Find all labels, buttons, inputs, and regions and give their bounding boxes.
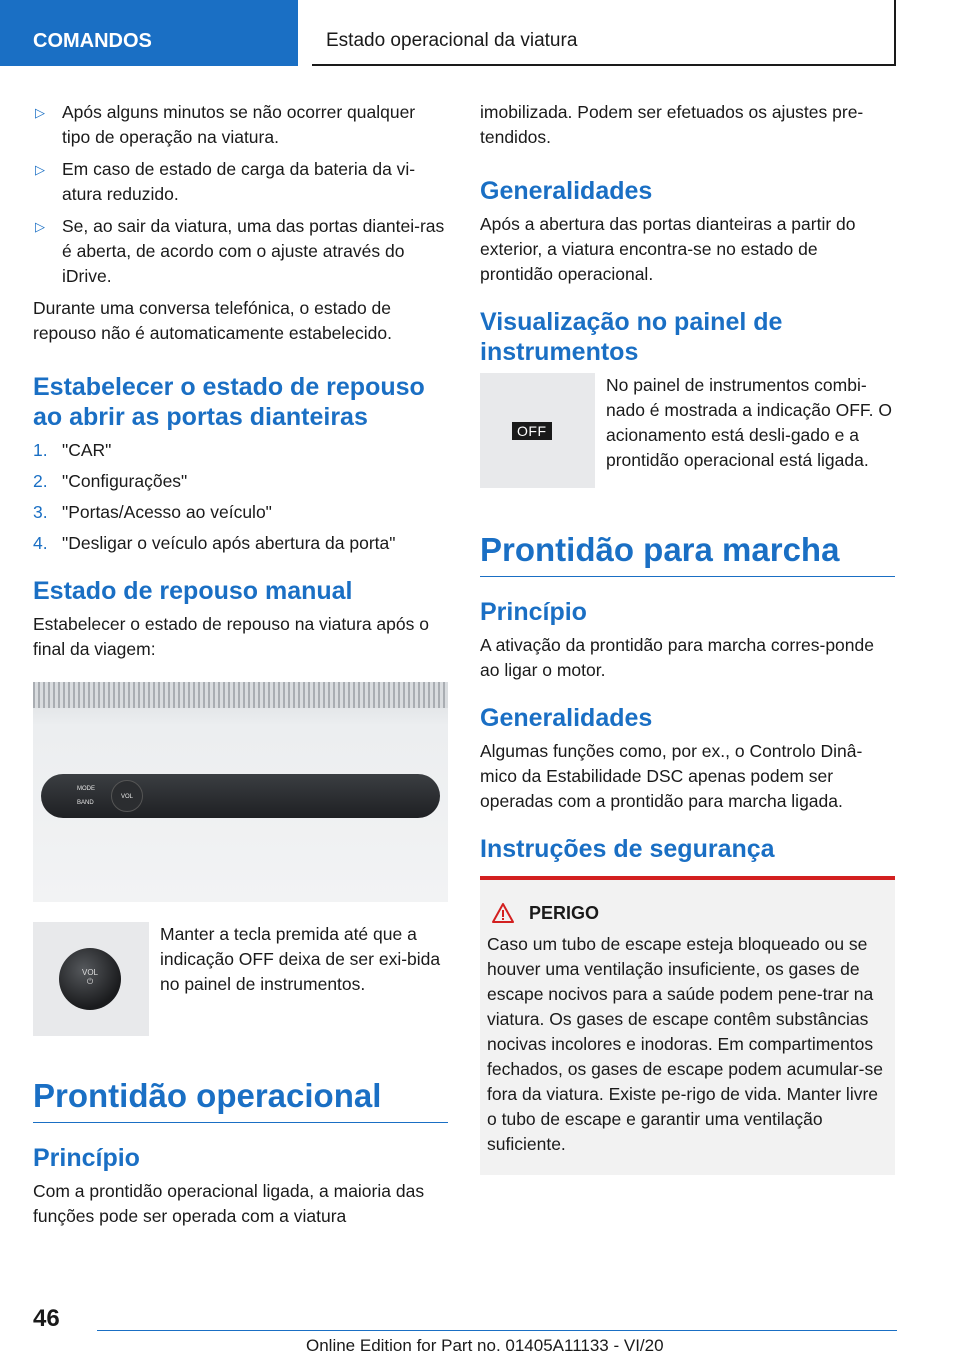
danger-box <box>480 876 895 1175</box>
paragraph-principle: Com a prontidão operacional ligada, a maioria das funções pode ser operada com a viatura <box>33 1181 425 1226</box>
warning-triangle-icon <box>491 902 515 924</box>
heading-doors-standby: Estabelecer o estado de repouso ao abrir as portas dianteiras <box>33 373 425 431</box>
radio-panel-graphic <box>41 774 440 818</box>
paragraph-general-2: Algumas funções como, por ex., o Controlo Dinâ-mico da Estabilidade DSC apenas podem ser operadas com a prontidão para marcha ligada. <box>480 741 863 811</box>
vol-knob-graphic: VOL ⏻ <box>59 948 121 1010</box>
step-item: 2. "Configurações" <box>33 471 188 491</box>
triangle-bullet-icon: ▷ <box>35 162 45 177</box>
bullet-list <box>33 100 448 289</box>
paragraph-continued: imobilizada. Podem ser efetuados os ajustes pre-tendidos. <box>480 102 864 147</box>
triangle-bullet-icon: ▷ <box>35 105 45 120</box>
heading-general-2: Generalidades <box>480 704 653 732</box>
band-label: BAND <box>77 800 94 806</box>
danger-header <box>487 902 887 924</box>
triangle-bullet-icon: ▷ <box>35 219 45 234</box>
danger-title: PERIGO <box>529 902 600 923</box>
paragraph-general: Após a abertura das portas dianteiras a partir do exterior, a viatura encontra-se no estado de prontidão operacional. <box>480 214 856 284</box>
page-header-title: Estado operacional da viatura <box>326 30 578 51</box>
heading-instrument-display: Visualização no painel de instrumentos <box>480 308 783 366</box>
heading-safety: Instruções de segurança <box>480 835 775 863</box>
paragraph-principle-2: A ativação da prontidão para marcha corres-ponde ao ligar o motor. <box>480 635 874 680</box>
console-image <box>33 682 448 902</box>
step-item: 1. "CAR" <box>33 440 112 460</box>
bullet-item: ▷ Em caso de estado de carga da bateria da vi-atura reduzido. <box>35 159 416 204</box>
off-badge: OFF <box>512 422 552 440</box>
power-icon: ⏻ <box>86 977 94 986</box>
section-tab <box>0 0 298 66</box>
heading-general: Generalidades <box>480 177 653 205</box>
danger-text: Caso um tubo de escape esteja bloqueado ou se houver uma ventilação insuficiente, os gases de escape nocivos para a saúde podem pene-trar na viatura. Os gases de escape contêm substâncias nocivas incolores e inodoras. Em compartimentos fechados, os gases de escape podem acumular-se fora da viatura. Existe pe-rigo de vida. Manter livre o tubo de escape e garantir uma ventilação suficiente. <box>487 934 883 1154</box>
heading-principle-2: Princípio <box>480 598 587 626</box>
footer-edition: Online Edition for Part no. 01405A11133 - VI/20 <box>306 1336 664 1355</box>
off-indicator-image <box>480 373 595 488</box>
knob-instruction: Manter a tecla premida até que a indicação OFF deixa de ser exi-bida no painel de instrumentos. <box>160 924 441 994</box>
air-vent-graphic <box>33 682 448 708</box>
knob-image <box>33 922 149 1036</box>
page-header <box>312 0 896 66</box>
footer-divider <box>97 1330 897 1331</box>
heading-operational-readiness: Prontidão operacional <box>33 1076 448 1123</box>
bullet-item: ▷ Se, ao sair da viatura, uma das portas diantei-ras é aberta, de acordo com o ajuste através do iDrive. <box>35 216 445 286</box>
vol-label: VOL <box>121 794 134 800</box>
paragraph-phone-call: Durante uma conversa telefónica, o estado de repouso não é automaticamente estabelecido. <box>33 298 392 343</box>
paragraph-manual-standby: Estabelecer o estado de repouso na viatura após o final da viagem: <box>33 614 429 659</box>
section-label: COMANDOS <box>33 30 152 52</box>
mode-label: MODE <box>77 786 95 792</box>
knob-figure-row <box>33 922 448 1036</box>
off-figure-row <box>480 373 895 488</box>
steps-list <box>33 438 448 556</box>
heading-principle: Princípio <box>33 1144 140 1172</box>
page-number: 46 <box>33 1305 60 1332</box>
left-column <box>33 100 448 1229</box>
right-column <box>480 100 895 1175</box>
heading-manual-standby: Estado de repouso manual <box>33 577 353 605</box>
off-description: No painel de instrumentos combi-nado é mostrada a indicação OFF. O acionamento está desli-gado e a prontidão operacional está ligada. <box>606 375 892 470</box>
bullet-item: ▷ Após alguns minutos se não ocorrer qualquer tipo de operação na viatura. <box>35 102 416 147</box>
step-item: 4. "Desligar o veículo após abertura da porta" <box>33 533 396 553</box>
step-item: 3. "Portas/Acesso ao veículo" <box>33 502 272 522</box>
heading-drive-readiness: Prontidão para marcha <box>480 530 895 577</box>
